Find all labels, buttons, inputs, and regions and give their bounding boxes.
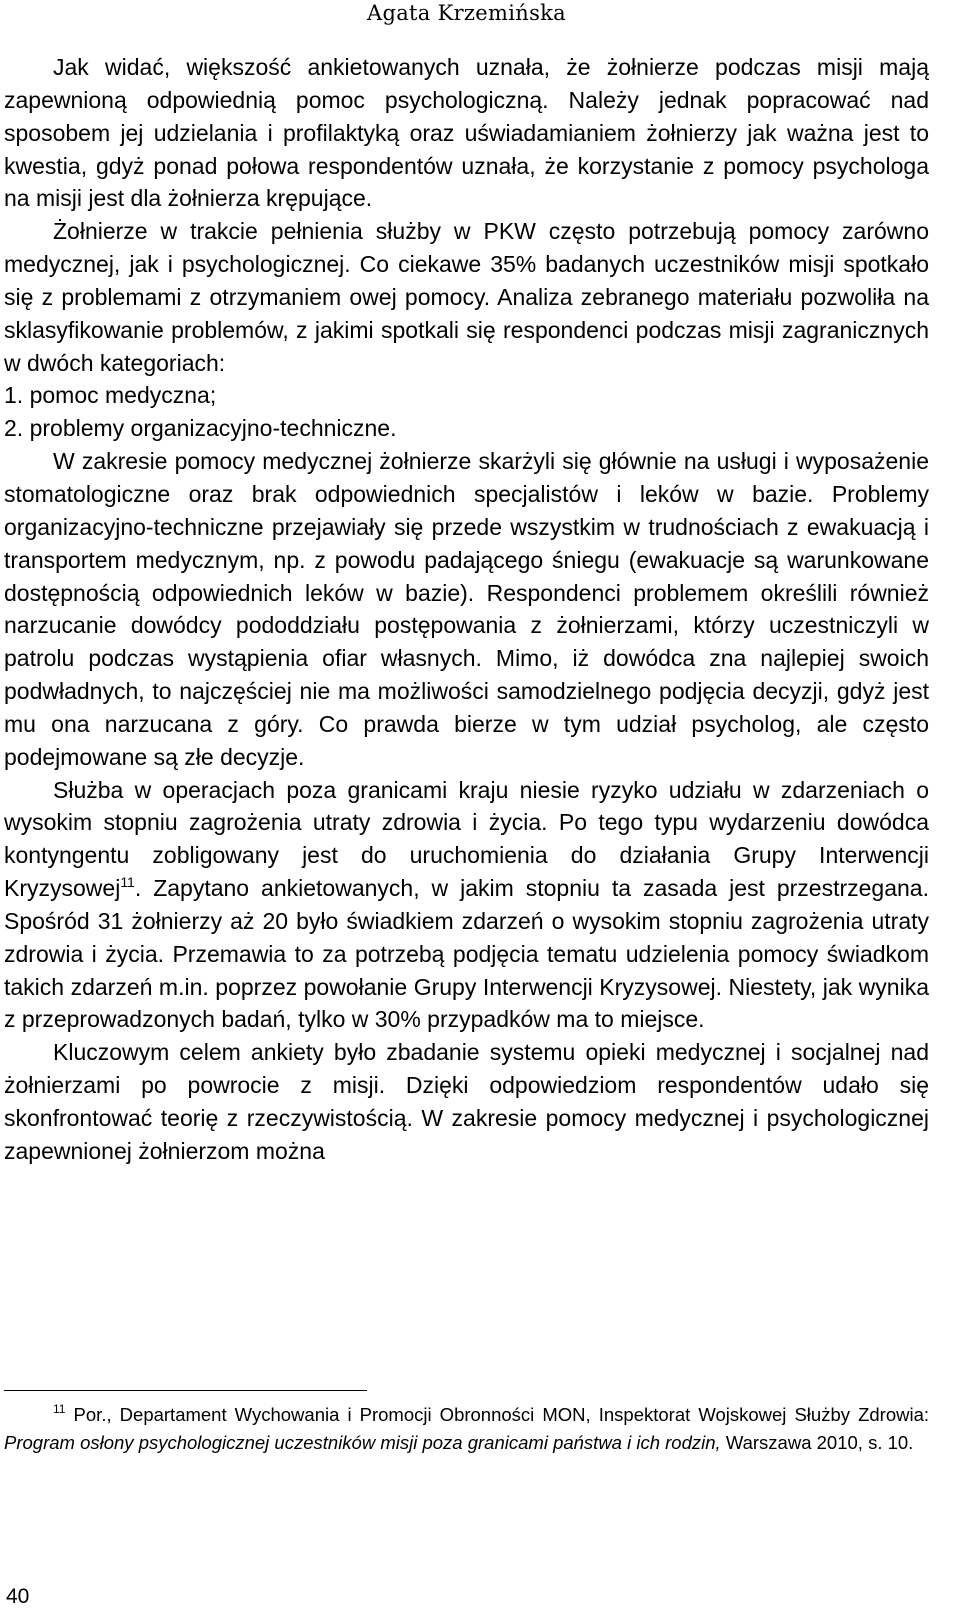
paragraph: Żołnierze w trakcie pełnienia służby w PKW często potrzebują pomocy zarówno medycznej, jak i psychologicznej. Co ciekawe 35% badanych uczestników misji spotkało się z problemami z otrzymaniem owej pomocy. Analiza zebranego materiału pozwoliła na sklasyfikowanie problemów, z jakimi spotkali się respondenci podczas misji zagranicznych w dwóch kategoriach: — [4, 218, 929, 376]
paragraph: W zakresie pomocy medycznej żołnierze skarżyli się głównie na usługi i wyposażenie stomatologiczne oraz brak odpowiednich specjalistów i leków w bazie. Problemy organizacyjno-techniczne przejawiały się przede wszystkim w trudnościach z ewakuacją i transportem medycznym, np. z powodu padającego śniegu (ewakuacje są warunkowane dostępnością odpowiednich leków w bazie). Respondenci problemem określili również narzucanie dowódcy pododdziału postępowania z żołnierzami, którzy uczestniczyli w patrolu podczas wystąpienia ofiar własnych. Mimo, iż dowódca zna najlepiej swoich podwładnych, to najczęściej nie ma możliwości samodzielnego podjęcia decyzji, gdyż jest mu ona narzucana z góry. Co prawda bierze w tym udział psycholog, ale często podejmowane są złe decyzje. — [4, 448, 929, 770]
footnote-separator — [4, 1390, 367, 1391]
author-name: Agata Krzemińska — [367, 1, 566, 25]
paragraph: Kluczowym celem ankiety było zbadanie systemu opieki medycznej i socjalnej nad żołnierzami po powrocie z misji. Dzięki odpowiedziom respondentów udało się skonfrontować teorię z rzeczywistością. W zakresie pomocy medycznej i psychologicznej zapewnionej żołnierzom można — [4, 1039, 929, 1164]
main-text — [4, 51, 929, 1168]
page-number: 40 — [6, 1585, 30, 1608]
running-header — [367, 0, 566, 26]
footnote-lead: Por., Departament Wychowania i Promocji Obronności MON, Inspektorat Wojskowej Służby Zdrowia: — [73, 1404, 930, 1425]
paragraph-text: Służba w operacjach poza granicami kraju niesie ryzyko udziału w zdarzeniach o wysokim stopniu zagrożenia utraty zdrowia i życia. Po tego typu wydarzeniu dowódca kontyngentu zobligowany jest do uruchomienia do działania Grupy Interwencji Kryzysowej — [4, 776, 929, 902]
paragraph: Jak widać, większość ankietowanych uznała, że żołnierze podczas misji mają zapewnioną odpowiednią pomoc psychologiczną. Należy jednak popracować nad sposobem jej udzielania i profilaktyką oraz uświadamianiem żołnierzy jak ważna jest to kwestia, gdyż ponad połowa respondentów uznała, że korzystanie z pomocy psychologa na misji jest dla żołnierza krępujące. — [4, 54, 929, 212]
footnote-number: 11 — [53, 1402, 66, 1416]
list-item: 1. pomoc medyczna; — [4, 382, 217, 409]
footnote-title: Program osłony psychologicznej uczestników misji poza granicami państwa i ich rodzin, — [4, 1432, 721, 1453]
paragraph — [4, 774, 929, 1037]
footnote-tail: Warszawa 2010, s. 10. — [720, 1432, 914, 1453]
paragraph-text: . Zapytano ankietowanych, w jakim stopniu ta zasada jest przestrzegana. Spośród 31 żołnierzy aż 20 było świadkiem zdarzeń o wysokim stopniu zagrożenia utraty zdrowia i życia. Przemawia to za potrzebą podjęcia tematu udzielenia pomocy świadkom takich zdarzeń m.in. poprzez powołanie Grupy Interwencji Kryzysowej. Niestety, jak wynika z przeprowadzonych badań, tylko w 30% przypadków ma to miejsce. — [4, 875, 929, 1033]
list-item: 2. problemy organizacyjno-techniczne. — [4, 415, 397, 442]
footnote — [4, 1401, 929, 1457]
footnote-reference[interactable]: 11 — [120, 874, 135, 891]
